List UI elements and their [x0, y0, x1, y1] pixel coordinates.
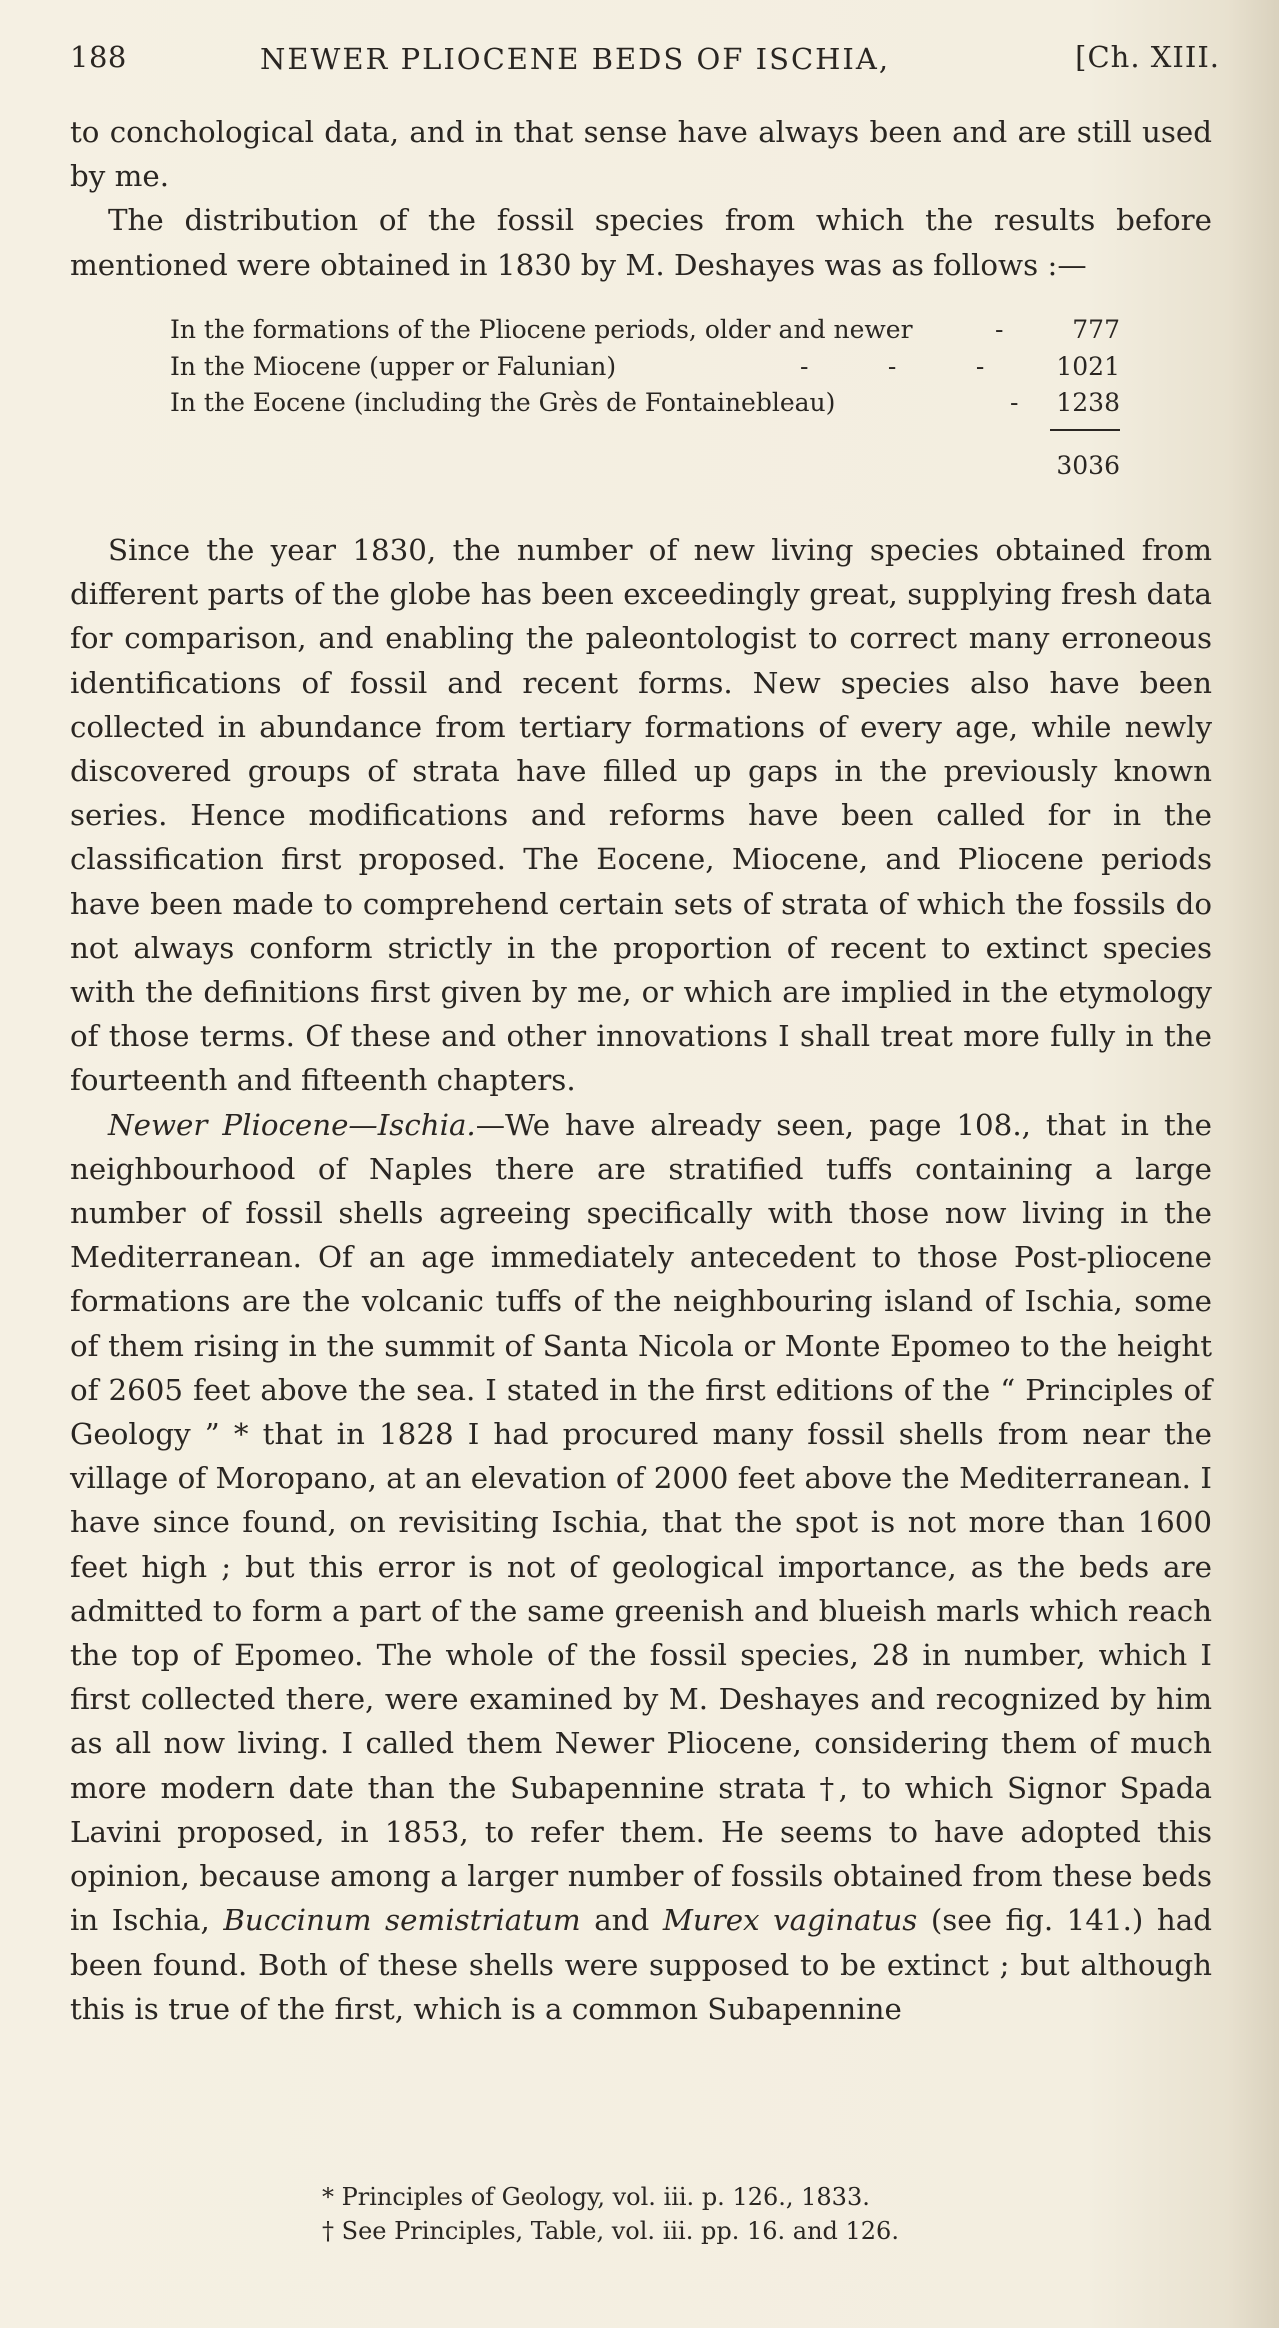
chapter-label: [Ch. XIII.: [1075, 40, 1220, 74]
table-row: [170, 349, 1120, 386]
paragraph-new-species: Since the year 1830, the number of new living species obtained from different parts of the globe has been exceedingly great, supplying fresh data for comparison, and enabling the paleontologist to correct many erroneous identifications of fossil and recent forms. New species also have been collected in abundance from tertiary formations of every age, while newly discovered groups of strata have filled up gaps in the previously known series. Hence modifications and reforms have been called for in the classification first proposed. The Eocene, Miocene, and Pliocene periods have been made to comprehend certain sets of strata of which the fossils do not always conform strictly in the proportion of recent to extinct species with the definitions first given by me, or which are implied in the etymology of those terms. Of these and other innovations I shall treat more fully in the fourteenth and fifteenth chapters.: [70, 533, 1212, 1098]
page-header: [70, 40, 1220, 90]
intro-paragraph: The distribution of the fossil species from which the results before mentioned were obtained in 1830 by M. Deshayes was as follows :—: [70, 203, 1212, 282]
table-row-dashes: - - -: [800, 351, 985, 381]
running-title: NEWER PLIOCENE BEDS OF ISCHIA,: [260, 42, 891, 76]
species-table: [170, 312, 1120, 480]
table-row-dashes: -: [995, 315, 1004, 344]
paragraph-ischia: [70, 1103, 1212, 2031]
section-heading: Newer Pliocene—Ischia.: [108, 1107, 476, 1142]
table-row-label: In the Eocene (including the Grès de Fontainebleau): [170, 388, 836, 417]
main-text: [70, 528, 1212, 2031]
footnote: * Principles of Geology, vol. iii. p. 126., 1833.: [322, 2183, 870, 2211]
conjunction: and: [580, 1903, 663, 1938]
table-row: [170, 312, 1120, 349]
table-row-dashes: -: [1010, 388, 1019, 417]
footnote: † See Principles, Table, vol. iii. pp. 16. and 126.: [322, 2217, 899, 2245]
sum-rule: [1050, 429, 1120, 431]
table-total: 3036: [1056, 451, 1120, 480]
page-number: 188: [70, 40, 127, 74]
footnotes: [322, 2180, 1222, 2248]
table-row: [170, 385, 1120, 422]
species-name: Buccinum semistriatum: [223, 1903, 581, 1938]
paragraph-ischia-tail: (see fig. 141.) had been found. Both of these shells were supposed to be extinct ; but although this is true of the first, which is a common Subapennine: [70, 1903, 1212, 2026]
table-row-value: 1021: [1056, 351, 1120, 381]
table-row-value: 1238: [1056, 388, 1120, 417]
species-name: Murex vaginatus: [662, 1903, 918, 1938]
intro-text: [70, 110, 1212, 287]
table-row-label: In the formations of the Pliocene periods, older and newer: [170, 315, 913, 344]
table-row-value: 777: [1072, 315, 1120, 344]
intro-continuation: to conchological data, and in that sense have always been and are still used by me.: [70, 115, 1212, 194]
paragraph-ischia-text: —We have already seen, page 108., that in the neighbourhood of Naples there are stratified tuffs containing a large number of fossil shells agreeing specifically with those now living in the Mediterranean. Of an age immediately antecedent to those Post-pliocene formations are the volcanic tuffs of the neighbouring island of Ischia, some of them rising in the summit of Santa Nicola or Monte Epomeo to the height of 2605 feet above the sea. I stated in the first editions of the “ Principles of Geology ” * that in 1828 I had procured many fossil shells from near the village of Moropano, at an elevation of 2000 feet above the Mediterranean. I have since found, on revisiting Ischia, that the spot is not more than 1600 feet high ; but this error is not of geological importance, as the beds are admitted to form a part of the same greenish and blueish marls which reach the top of Epomeo. The whole of the fossil species, 28 in number, which I first collected there, were examined by M. Deshayes and recognized by him as all now living. I called them Newer Pliocene, considering them of much more modern date than the Subapennine strata †, to which Signor Spada Lavini proposed, in 1853, to refer them. He seems to have adopted this opinion, because among a larger number of fossils obtained from these beds in Ischia,: [70, 1107, 1212, 1938]
table-row-label: In the Miocene (upper or Falunian): [170, 351, 617, 381]
